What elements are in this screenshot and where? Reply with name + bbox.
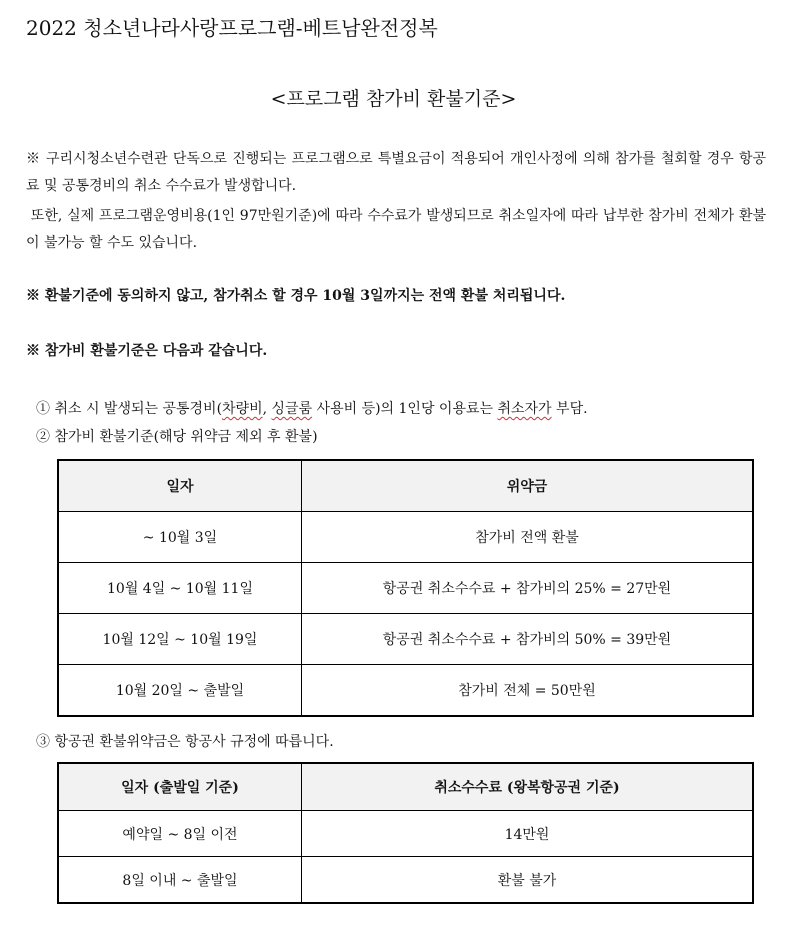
refund-agreement-notice: ※ 환불기준에 동의하지 않고, 참가취소 할 경우 10월 3일까지는 전액 환불 처리됩니다. — [26, 288, 566, 304]
table-cell: 10월 12일 ~ 10월 19일 — [58, 614, 302, 665]
table-row — [58, 563, 753, 614]
table-row — [58, 665, 753, 717]
spellcheck-word: 차량비 — [222, 401, 263, 417]
table-row — [58, 811, 753, 857]
refund-criteria-intro: ※ 참가비 환불기준은 다음과 같습니다. — [26, 343, 268, 359]
table-cell: 8일 이내 ~ 출발일 — [58, 857, 302, 904]
refund-criteria-item: ② 참가비 환불기준(해당 위약금 제외 후 환불) — [36, 429, 318, 445]
table-cell: 참가비 전체 = 50만원 — [302, 665, 754, 717]
table-row — [58, 614, 753, 665]
refund-penalty-table — [57, 459, 754, 717]
airline-fee-table — [57, 762, 754, 904]
table-cell: 참가비 전액 환불 — [302, 512, 754, 563]
table-row — [58, 512, 753, 563]
document-title: 2022 청소년나라사랑프로그램-베트남완전정복 — [26, 16, 438, 40]
notice-paragraph-1: ※ 구리시청소년수련관 단독으로 진행되는 프로그램으로 특별요금이 적용되어 개인사정에 의해 참가를 철회할 경우 항공료 및 공통경비의 취소 수수료가 발생합니다. — [26, 151, 766, 194]
table-cell: 10월 4일 ~ 10월 11일 — [58, 563, 302, 614]
table-cell: 예약일 ~ 8일 이전 — [58, 811, 302, 857]
spellcheck-word: 취소자가 — [497, 401, 552, 417]
common-expense-item: ① 취소 시 발생되는 공통경비(차량비, 싱글룸 사용비 등)의 1인당 이용료는 취소자가 부담. — [36, 401, 588, 417]
table-header-row — [58, 763, 753, 811]
table-header-cell: 일자 (출발일 기준) — [58, 763, 302, 811]
table-cell: 14만원 — [302, 811, 754, 857]
notice-paragraph-2: 또한, 실제 프로그램운영비용(1인 97만원기준)에 따라 수수료가 발생되므로 취소일자에 따라 납부한 참가비 전체가 환불이 불가능 할 수도 있습니다. — [26, 208, 767, 251]
table-cell: 10월 20일 ~ 출발일 — [58, 665, 302, 717]
spellcheck-word: 싱글룸 — [271, 401, 313, 417]
table-row — [58, 857, 753, 904]
table-header-cell: 취소수수료 (왕복항공권 기준) — [302, 763, 754, 811]
table-header-cell: 위약금 — [302, 460, 754, 512]
table-cell: 항공권 취소수수료 + 참가비의 50% = 39만원 — [302, 614, 754, 665]
table-header-row — [58, 460, 753, 512]
table-cell: ~ 10월 3일 — [58, 512, 302, 563]
table-cell: 환불 불가 — [302, 857, 754, 904]
airline-refund-item: ③ 항공권 환불위약금은 항공사 규정에 따릅니다. — [36, 734, 334, 750]
table-cell: 항공권 취소수수료 + 참가비의 25% = 27만원 — [302, 563, 754, 614]
table-header-cell: 일자 — [58, 460, 302, 512]
refund-policy-heading: <프로그램 참가비 환불기준> — [270, 88, 517, 110]
